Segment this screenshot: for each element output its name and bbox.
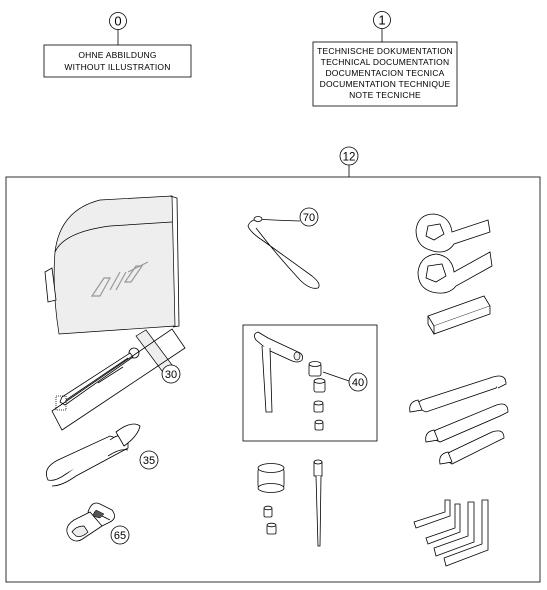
callout-35 — [140, 451, 158, 469]
box1-line5: NOTE TECNICHE — [349, 90, 421, 100]
allen-keys-icon — [414, 500, 488, 566]
box0-line2: WITHOUT ILLUSTRATION — [64, 62, 171, 72]
callout-30 — [162, 365, 180, 383]
callout-12 — [340, 147, 358, 177]
callout-1 — [374, 12, 391, 43]
pliers-icon — [46, 424, 140, 486]
box-without-illustration — [44, 45, 191, 77]
box1-line4: DOCUMENTATION TECHNIQUE — [319, 79, 451, 89]
callout-70-label: 70 — [302, 212, 316, 224]
callout-12-label: 12 — [342, 151, 356, 164]
callout-40-label: 40 — [351, 377, 365, 389]
callout-65 — [111, 526, 129, 544]
box-technical-documentation — [313, 42, 457, 106]
hook-spanner-wrench-icon — [416, 214, 492, 293]
callout-70 — [300, 208, 318, 226]
box0-line1: OHNE ABBILDUNG — [78, 50, 157, 60]
cable-strap-icon — [248, 217, 319, 289]
callout-30-label: 30 — [164, 369, 178, 381]
callout-65-label: 65 — [113, 530, 127, 542]
callout-35-label: 35 — [142, 455, 156, 467]
open-end-wrenches-icon — [410, 376, 508, 464]
box1-line1: TECHNISCHE DOKUMENTATION — [317, 46, 453, 56]
tool-bag-icon — [45, 196, 179, 334]
callout-40 — [349, 373, 367, 391]
callout-1-label: 1 — [378, 12, 386, 28]
box1-line3: DOCUMENTACION TECNICA — [325, 68, 445, 78]
callout-40-leader — [323, 372, 349, 381]
callout-0-label: 0 — [114, 13, 122, 29]
socket-and-extension-icon — [258, 460, 322, 546]
hex-bar-icon — [428, 296, 490, 334]
t-handle-socket-wrench-icon — [254, 332, 325, 430]
screwdriver-icon — [56, 330, 178, 410]
box1-line2: TECHNICAL DOCUMENTATION — [320, 57, 450, 67]
callout-0 — [110, 13, 127, 46]
spoke-wrench-icon — [67, 503, 115, 541]
